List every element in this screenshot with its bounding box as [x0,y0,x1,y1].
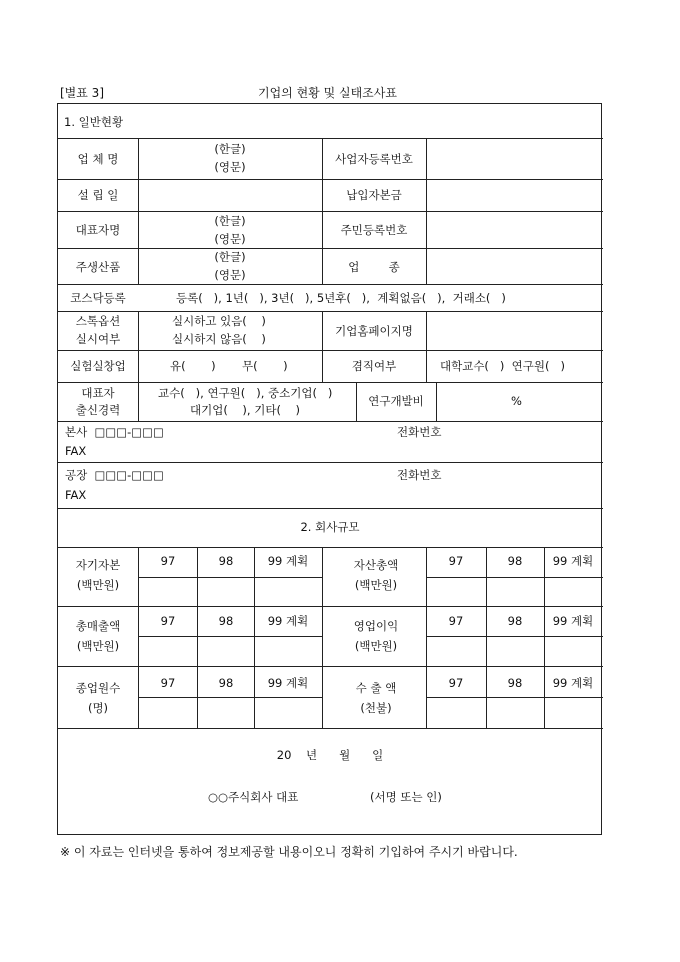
kosdaq-label: 코스닥등록 [70,291,126,305]
factory-fax-label: FAX [65,488,87,502]
hq-fax-label: FAX [65,444,87,458]
homepage-label: 기업홈페이지명 [335,324,413,338]
profit-year-98: 98 [507,614,523,628]
paid-capital-label: 납입자본금 [346,188,402,202]
factory-phone-label: 전화번호 [397,468,442,482]
factory-postal-code: □□□-□□□ [94,468,164,482]
date-line: 20 년 월 일 [276,748,384,762]
product-english: (영문) [214,268,246,282]
career-label-1: 대표자 [81,386,115,400]
business-reg-label: 사업자등록번호 [335,152,413,166]
exports-label: 수 출 액 [355,681,397,695]
lab-no: 무( ) [242,359,288,373]
employees-year-99: 99 계획 [267,676,309,690]
section2-title: 2. 회사규모 [300,520,360,534]
hq-label: 본사 [65,425,88,439]
survey-form [57,103,602,835]
form-title: 기업의 현황 및 실태조사표 [258,86,397,100]
lab-startup-label: 실험실창업 [70,359,126,373]
equity-year-98: 98 [218,554,234,568]
company-name-label: 업 체 명 [77,152,119,166]
factory-label: 공장 [65,468,88,482]
ceo-label: 대표자명 [75,223,121,237]
equity-label: 자기자본 [75,558,121,572]
factory-address-row [65,468,164,482]
exports-unit: (천불) [360,701,392,715]
sales-unit: (백만원) [76,639,120,653]
industry-label: 업 종 [348,260,400,274]
hq-postal-code: □□□-□□□ [94,425,164,439]
stock-option-yes: 실시하고 있음( ) [172,314,266,328]
sign-note: (서명 또는 인) [370,790,442,804]
established-label: 설 립 일 [77,188,119,202]
assets-year-98: 98 [507,554,523,568]
op-profit-label: 영업이익 [353,619,399,633]
hq-address-row [65,425,164,439]
career-options-1: 교수( ), 연구원( ), 중소기업( ) [158,386,333,400]
hq-phone-label: 전화번호 [397,425,442,439]
ceo-korean: (한글) [214,214,246,228]
total-assets-unit: (백만원) [354,578,398,592]
assets-year-99: 99 계획 [552,554,594,568]
assets-year-97: 97 [448,554,464,568]
profit-year-97: 97 [448,614,464,628]
op-profit-unit: (백만원) [354,639,398,653]
rnd-percent: % [511,394,522,408]
employees-year-97: 97 [160,676,176,690]
stock-option-label-2: 실시여부 [75,332,121,346]
equity-year-99: 99 계획 [267,554,309,568]
sales-year-98: 98 [218,614,234,628]
sales-label: 총매출액 [75,619,121,633]
sales-year-99: 99 계획 [267,614,309,628]
annex-label: [별표 3] [60,86,104,100]
profit-year-99: 99 계획 [552,614,594,628]
product-korean: (한글) [214,250,246,264]
kosdaq-options: 등록( ), 1년( ), 3년( ), 5년후( ), 계획없음( ), 거래소( ) [176,291,506,305]
company-name-korean: (한글) [214,142,246,156]
company-name-english: (영문) [214,160,246,174]
ceo-english: (영문) [214,232,246,246]
dual-job-label: 겸직여부 [351,359,397,373]
equity-unit: (백만원) [76,578,120,592]
dual-job-options: 대학교수( ) 연구원( ) [440,359,565,373]
employees-unit: (명) [87,701,109,715]
rnd-label: 연구개발비 [368,394,424,408]
exports-year-99: 99 계획 [552,676,594,690]
employees-year-98: 98 [218,676,234,690]
total-assets-label: 자산총액 [353,558,399,572]
lab-yes: 유( ) [170,359,216,373]
career-label-2: 출신경력 [75,403,121,417]
sales-year-97: 97 [160,614,176,628]
stock-option-label-1: 스톡옵션 [75,314,121,328]
section1-title: 1. 일반현황 [64,115,124,129]
company-ceo: ○○주식회사 대표 [208,790,299,804]
equity-year-97: 97 [160,554,176,568]
stock-option-no: 실시하지 않음( ) [172,332,266,346]
exports-year-97: 97 [448,676,464,690]
exports-year-98: 98 [507,676,523,690]
main-product-label: 주생산품 [75,260,121,274]
footnote: ※ 이 자료는 인터넷을 통하여 정보제공할 내용이오니 정확히 기입하여 주시기 바랍니다. [60,845,518,859]
employees-label: 종업원수 [75,681,121,695]
resident-reg-label: 주민등록번호 [340,223,408,237]
career-options-2: 대기업( ), 기타( ) [190,403,301,417]
